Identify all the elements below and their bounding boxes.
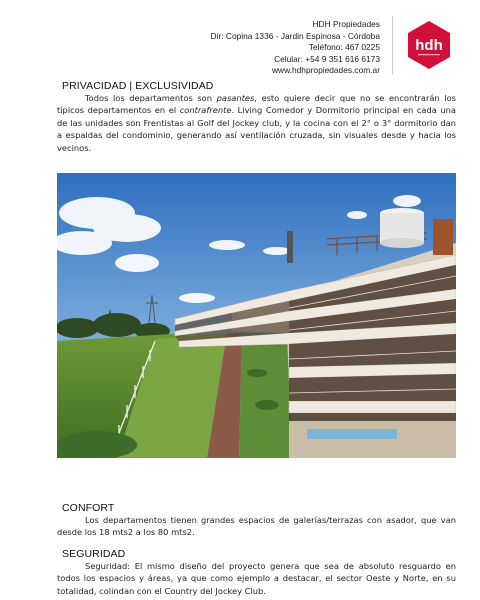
security-title: SEGURIDAD bbox=[62, 548, 126, 560]
company-website[interactable]: www.hdhpropiedades.com.ar bbox=[271, 65, 380, 76]
privacy-text-em-2: contrafrente bbox=[179, 105, 232, 116]
company-cell: Celular: +54 9 351 616 6173 bbox=[274, 53, 380, 64]
logo-text: hdh bbox=[415, 37, 443, 54]
privacy-paragraph bbox=[57, 92, 456, 154]
contact-block bbox=[120, 19, 380, 77]
company-address: Dir: Copina 1336 - Jardin Espinosa - Córdoba bbox=[210, 30, 380, 41]
hdh-logo bbox=[406, 20, 452, 70]
company-phone: Teléfono: 467 0225 bbox=[308, 42, 380, 53]
comfort-title: CONFORT bbox=[62, 502, 115, 514]
comfort-paragraph bbox=[57, 514, 456, 539]
security-text: Seguridad: El mismo diseño del proyecto genera que sea de absoluto resguardo en todos los espacios y áreas, ya que como ejemplo a destacar, el sector Oeste y Norte, en su totalidad, colindan con el Country del Jockey Club. bbox=[57, 561, 456, 596]
building-photo bbox=[57, 173, 456, 458]
privacy-title: PRIVACIDAD | EXCLUSIVIDAD bbox=[62, 80, 214, 92]
security-paragraph bbox=[57, 560, 456, 597]
privacy-text-em-1: pasantes bbox=[216, 93, 255, 103]
comfort-text: Los departamentos tienen grandes espacios de galerías/terrazas con asador, que van desde los 18 mts2 a los 80 mts2. bbox=[57, 515, 456, 538]
privacy-text-1: Todos los departamentos son bbox=[85, 93, 217, 103]
privacy-text-2: , esto quiere decir que no se encontrarán los típicos departamentos en el bbox=[57, 93, 456, 116]
privacy-text-3: . Living Comedor y Dormitorio principal en cada una de las unidades son Frentistas al Golf del Jockey club, y la cocina con el 2° o 3° dormitorio dan a espaldas del condominio, generando así ventilación cruzada, sin visuales desde y hacia los vecinos. bbox=[57, 105, 457, 153]
header-divider bbox=[392, 16, 393, 74]
company-name: HDH Propiedades bbox=[312, 19, 380, 29]
